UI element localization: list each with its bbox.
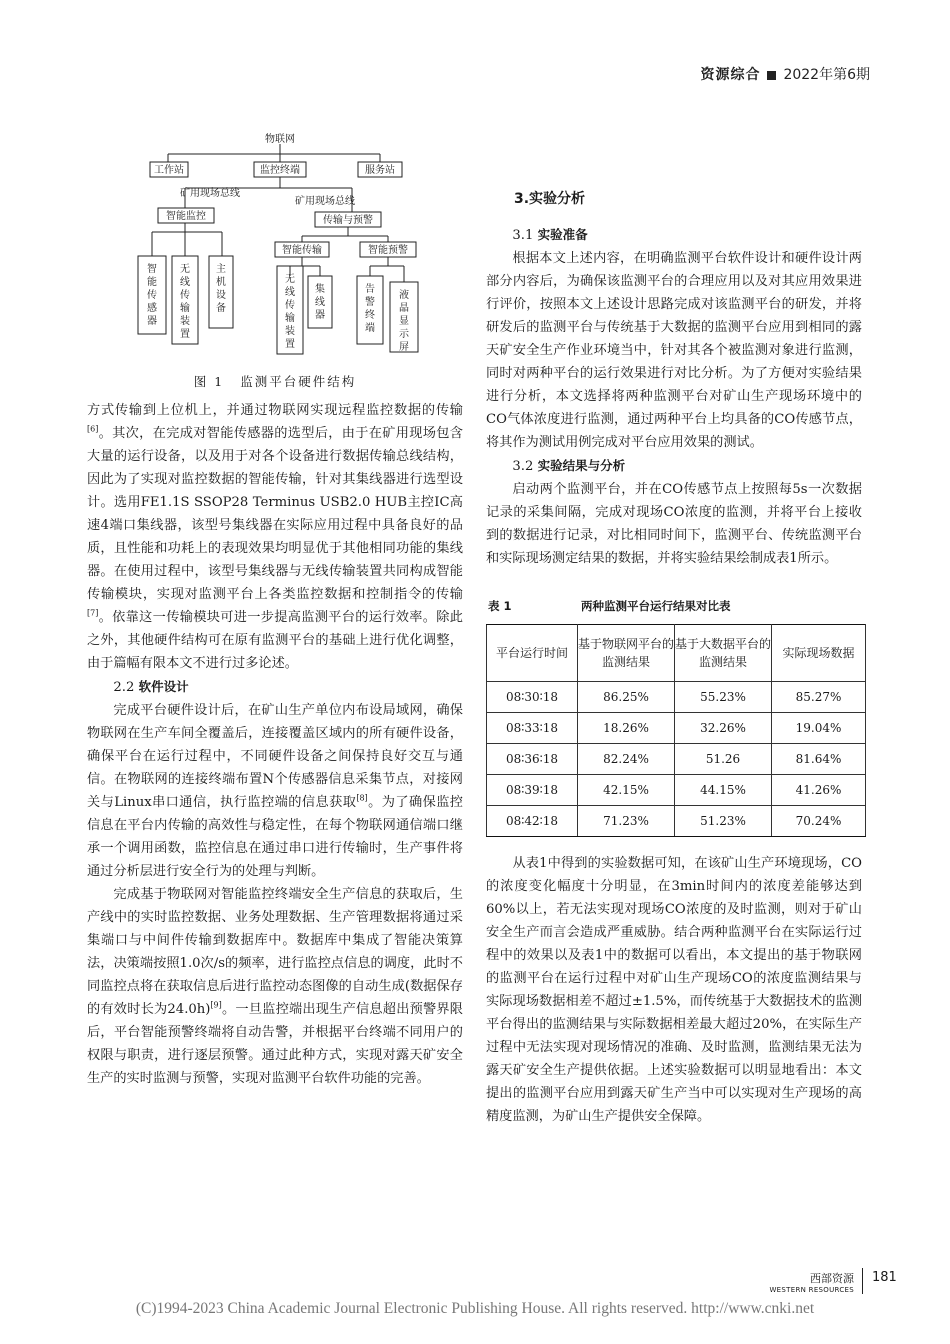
- section-number: 2.2: [113, 680, 135, 695]
- node-transfer-warning: 传输与预警: [323, 215, 373, 226]
- table-row: [487, 682, 866, 713]
- table-cell: 08∶33∶18: [487, 713, 578, 744]
- table-row: [487, 744, 866, 775]
- node-smart-monitor: 智能监控: [166, 211, 206, 222]
- text: 方式传输到上位机上，并通过物联网实现远程监控数据的传输: [87, 403, 463, 418]
- table-header-cell: 实际现场数据: [772, 625, 866, 682]
- table-row: [487, 806, 866, 837]
- node-smart-warning: 智能预警: [368, 245, 408, 256]
- table-title-text: 两种监测平台运行结果对比表: [581, 599, 731, 613]
- node-wireless-device: 无线传输装置: [180, 264, 190, 340]
- table-cell: 71.23%: [578, 806, 675, 837]
- table-header-cell: 基于大数据平台的监测结果: [675, 625, 772, 682]
- header-square-icon: [767, 71, 776, 80]
- node-bus-left: 矿用现场总线: [180, 188, 240, 199]
- table-cell: 51.23%: [675, 806, 772, 837]
- paragraph: [87, 699, 463, 883]
- node-server: 服务站: [365, 165, 395, 176]
- citation: [6]: [87, 424, 99, 434]
- running-header: [700, 64, 870, 84]
- section-title: 实验准备: [537, 227, 588, 242]
- table-header-cell: 平台运行时间: [487, 625, 578, 682]
- paragraph: [87, 399, 463, 675]
- table-cell: 44.15%: [675, 775, 772, 806]
- section-heading-3-1: [486, 223, 862, 247]
- text: 。为了确保监控信息在平台内传输的高效性与稳定性，在每个物联网通信端口继承一个调用函数，监控信息在通过串口进行传输时，生产事件将通过分析层进行安全行为的处理与判断。: [87, 795, 463, 879]
- text: 。其次，在完成对智能传感器的选型后，由于在矿用现场包含大量的运行设备，以及用于对各个设备进行数据传输总线结构，因此为了实现对监控数据的智能传输，针对其集线器进行选型设计。选用FE1.1S SSOP28 Terminus USB2.0 HUB主控IC高速4端口集线器，该型号集线器在实际应用过程中具备良好的品质，且性能和功耗上的表现效果均明显优于其他相同功能的集线器。在使用过程中，该型号集线器与无线传输装置共同构成智能传输模块，实现对监测平台上各类监控数据和控制指令的传输: [87, 426, 463, 602]
- table-cell: 08∶39∶18: [487, 775, 578, 806]
- table-cell: 86.25%: [578, 682, 675, 713]
- table-cell: 32.26%: [675, 713, 772, 744]
- citation: [7]: [87, 608, 99, 618]
- text: 完成平台硬件设计后，在矿山生产单位内布设局域网，确保物联网在生产车间全覆盖后，连接覆盖区域内的所有硬件设备，确保平台在运行过程中，不同硬件设备之间保持良好交互与通信。在物联网的连接终端布置N个传感器信息采集节点，对接网关与Linux串口通信，执行监控端的信息获取: [87, 703, 463, 810]
- table-cell: 18.26%: [578, 713, 675, 744]
- table-cell: 42.15%: [578, 775, 675, 806]
- section-number: 3.1: [512, 228, 534, 243]
- node-root: 物联网: [265, 134, 295, 145]
- section-number: 3.2: [512, 459, 534, 474]
- citation: [8]: [356, 793, 368, 803]
- table-header-cell: 基于物联网平台的监测结果: [578, 625, 675, 682]
- journal-logo: [762, 1270, 854, 1294]
- paragraph: 启动两个监测平台，并在CO传感节点上按照每5s一次数据记录的采集间隔，完成对现场CO浓度的监测，并将平台上接收到的数据进行记录，对比相同时间下，监测平台、传统监测平台和实际现场测定结果的数据，并将实验结果绘制成表1所示。: [486, 482, 862, 566]
- table-cell: 08∶30∶18: [487, 682, 578, 713]
- node-smart-transfer: 智能传输: [282, 245, 322, 256]
- text: 完成基于物联网对智能监控终端安全生产信息的获取后，生产线中的实时监控数据、业务处理数据、生产管理数据将通过采集端口与中间件传输到数据库中。数据库中集成了智能决策算法，决策端按照1.0次/s的频率，进行监控点信息的调度，此时不同监控点将在获取信息后进行监控动态图像的自动生成(数据保存的有效时长为24.0h): [87, 887, 463, 1017]
- text: 。依靠这一传输模块可进一步提高监测平台的运行效率。除此之外，其他硬件结构可在原有监测平台的基础上进行优化调整，由于篇幅有限本文不进行过多论述。: [87, 610, 463, 671]
- journal-name-cn: 西部资源: [810, 1272, 854, 1285]
- journal-name-en: WESTERN RESOURCES: [769, 1286, 854, 1294]
- citation: [9]: [210, 1000, 222, 1010]
- hardware-structure-figure: [130, 132, 430, 362]
- section-heading-2-2: [87, 675, 463, 699]
- node-lcd: 液晶显示屏: [399, 290, 409, 353]
- journal-section: 资源综合: [700, 67, 761, 83]
- node-smart-sensor: 智能传感器: [147, 264, 157, 327]
- table-cell: 51.26: [675, 744, 772, 775]
- figure-caption: [87, 372, 463, 390]
- table-cell: 85.27%: [772, 682, 866, 713]
- paragraph: 根据本文上述内容，在明确监测平台软件设计和硬件设计两部分内容后，为确保该监测平台的合理应用以及对其应用效果进行评价，按照本文上述设计思路完成对该监测平台的研发，并将研发后的监测平台与传统基于大数据的监测平台应用到相同的露天矿安全生产作业环境当中，针对其各个被监测对象进行监测，同时对两种平台的运行效果进行对比分析。为了方便对实验结果进行分析，本文选择将两种监测平台对矿山生产现场环境中的CO气体浓度进行监测，通过两种平台上均具备的CO传感节点，将其作为测试用例完成对平台应用效果的测试。: [486, 251, 862, 450]
- table-row: [487, 713, 866, 744]
- node-hub: 集线器: [315, 284, 325, 321]
- figure-caption-number: 图 1: [193, 374, 225, 389]
- section-title: 实验结果与分析: [537, 458, 626, 473]
- table-row: [487, 775, 866, 806]
- right-column-bottom: [486, 852, 862, 1128]
- table-cell: 81.64%: [772, 744, 866, 775]
- table-cell: 41.26%: [772, 775, 866, 806]
- table-cell: 55.23%: [675, 682, 772, 713]
- left-column: [87, 399, 463, 1090]
- table-cell: 19.04%: [772, 713, 866, 744]
- footer-divider: [862, 1268, 863, 1294]
- figure-caption-text: 监测平台硬件结构: [240, 374, 357, 389]
- table-cell: 08∶42∶18: [487, 806, 578, 837]
- copyright-line: (C)1994-2023 China Academic Journal Electronic Publishing House. All rights reserved. http://www.cnki.net: [135, 1300, 815, 1317]
- table-cell: 08∶36∶18: [487, 744, 578, 775]
- table-label: 表 1: [488, 599, 512, 613]
- node-alarm-terminal: 告警终端: [365, 284, 375, 334]
- paragraph: 从表1中得到的实验数据可知，在该矿山生产环境现场，CO的浓度变化幅度十分明显，在3min时间内的浓度差能够达到60%以上，若无法实现对现场CO浓度的及时监测，则对于矿山安全生产而言会造成严重威胁。结合两种监测平台在实际运行过程中的效果以及表1中的数据可以看出，本文提出的基于物联网的监测平台在运行过程中对矿山生产现场CO的浓度监测结果与实际现场数据相差不超过±1.5%，而传统基于大数据技术的监测平台得出的监测结果与实际数据相差最大超过20%，在实际生产过程中无法实现对现场情况的准确、及时监测，监测结果无法为露天矿安全生产提供依据。上述实验数据可以明显地看出：本文提出的监测平台应用到露天矿生产当中可以实现对生产现场的高精度监测，为矿山生产提供安全保障。: [486, 856, 862, 1124]
- node-workstation: 工作站: [154, 165, 184, 176]
- node-monitor-terminal: 监控终端: [260, 165, 300, 176]
- page-number: 181: [872, 1270, 897, 1285]
- section-heading-3-2: [486, 454, 862, 478]
- text: 。一旦监控端出现生产信息超出预警界限后，平台智能预警终端将自动告警，并根据平台终端不同用户的权限与职责，进行逐层预警。通过此种方式，实现对露天矿安全生产的实时监测与预警，实现对监测平台软件功能的完善。: [87, 1002, 463, 1086]
- table-header-row: [487, 625, 866, 682]
- node-host-device: 主机设备: [216, 264, 226, 314]
- section-title: 软件设计: [138, 679, 189, 694]
- section-heading-3: 3.实验分析: [514, 191, 586, 207]
- table-cell: 70.24%: [772, 806, 866, 837]
- node-wireless-device-2: 无线传输装置: [285, 274, 295, 350]
- right-column-top: [486, 188, 862, 570]
- table-cell: 82.24%: [578, 744, 675, 775]
- node-bus-right: 矿用现场总线: [295, 196, 355, 207]
- results-table: [486, 624, 866, 837]
- paragraph: [87, 883, 463, 1090]
- issue-label: 2022年第6期: [783, 67, 870, 83]
